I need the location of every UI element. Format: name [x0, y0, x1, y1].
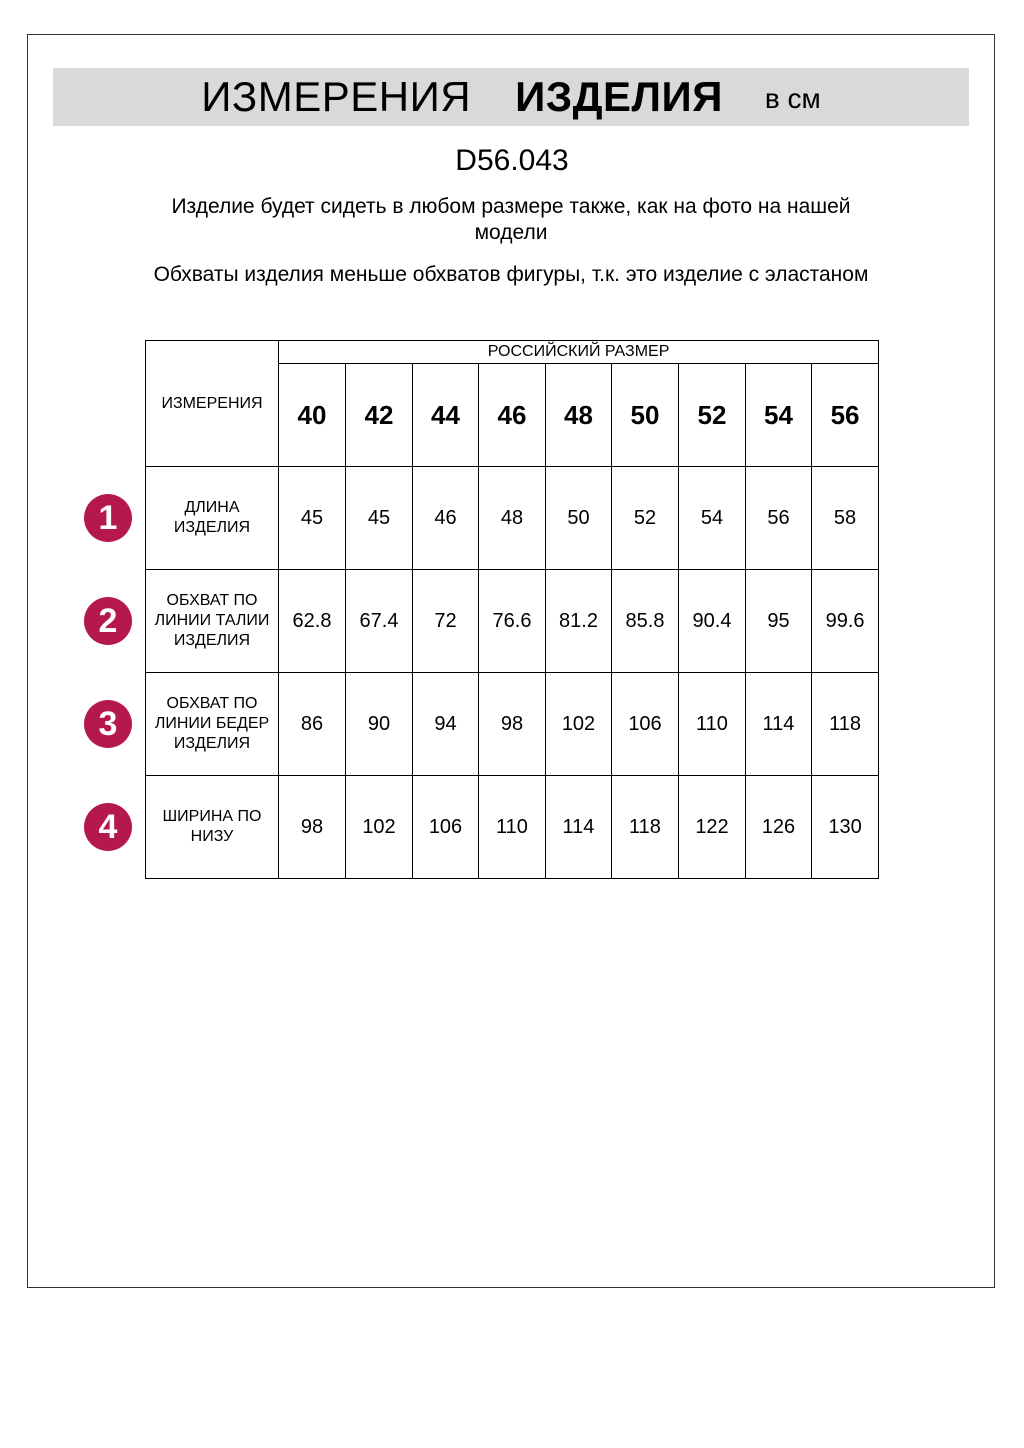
row-number-badge: 1	[84, 494, 132, 542]
table-cell: 106	[612, 673, 679, 776]
table-cell: 48	[479, 467, 546, 570]
corner-label: ИЗМЕРЕНИЯ	[146, 341, 279, 467]
elastane-note: Обхваты изделия меньше обхватов фигуры, т.к. это изделие с эластаном	[153, 263, 869, 286]
table-cell: 94	[413, 673, 479, 776]
row-label-line: ИЗДЕЛИЯ	[173, 519, 251, 536]
row-number-badge: 3	[84, 700, 132, 748]
row-number-badge: 4	[84, 803, 132, 851]
table-row	[146, 570, 879, 673]
row-label-line: ЛИНИИ ТАЛИИ	[154, 612, 270, 629]
title-item: ИЗДЕЛИЯ	[515, 73, 723, 120]
size-header: 40	[279, 364, 346, 467]
size-header: 54	[746, 364, 812, 467]
row-label-line: НИЗУ	[190, 828, 234, 845]
table-row	[146, 776, 879, 879]
table-cell: 106	[413, 776, 479, 879]
table-cell: 98	[479, 673, 546, 776]
fit-note: Изделие будет сидеть в любом размере также, как на фото на нашей модели	[171, 195, 851, 244]
title-measurements: ИЗМЕРЕНИЯ	[201, 73, 472, 120]
size-header: 42	[346, 364, 413, 467]
table-body	[146, 467, 879, 879]
row-label	[146, 673, 279, 776]
row-label	[146, 570, 279, 673]
table-cell: 114	[546, 776, 612, 879]
size-header: 46	[479, 364, 546, 467]
table-cell: 86	[279, 673, 346, 776]
table-cell: 95	[746, 570, 812, 673]
row-label-line: ЛИНИИ БЕДЕР	[154, 715, 270, 732]
row-number-badge: 2	[84, 597, 132, 645]
table-cell: 114	[746, 673, 812, 776]
table-cell: 110	[479, 776, 546, 879]
table-cell: 67.4	[346, 570, 413, 673]
table-row	[146, 673, 879, 776]
table-cell: 102	[346, 776, 413, 879]
table-cell: 62.8	[279, 570, 346, 673]
header-row-group	[146, 341, 879, 364]
title-bar	[53, 68, 969, 126]
table-cell: 118	[812, 673, 879, 776]
table-cell: 98	[279, 776, 346, 879]
row-label-line: ДЛИНА	[184, 499, 240, 516]
size-header: 44	[413, 364, 479, 467]
table-cell: 90	[346, 673, 413, 776]
table-cell: 118	[612, 776, 679, 879]
table-cell: 52	[612, 467, 679, 570]
table-cell: 54	[679, 467, 746, 570]
row-label	[146, 467, 279, 570]
table-cell: 76.6	[479, 570, 546, 673]
title-units: в см	[764, 83, 821, 114]
article-code: D56.043	[455, 144, 569, 177]
table-cell: 130	[812, 776, 879, 879]
row-label-line: ШИРИНА ПО	[162, 808, 262, 825]
size-header: 50	[612, 364, 679, 467]
table-cell: 99.6	[812, 570, 879, 673]
row-label-line: ОБХВАТ ПО	[166, 592, 258, 609]
size-table	[145, 340, 879, 879]
row-label-line: ОБХВАТ ПО	[166, 695, 258, 712]
row-label-line: ИЗДЕЛИЯ	[173, 632, 251, 649]
table-cell: 56	[746, 467, 812, 570]
table-cell: 110	[679, 673, 746, 776]
table-cell: 72	[413, 570, 479, 673]
size-header: 52	[679, 364, 746, 467]
row-label-line: ИЗДЕЛИЯ	[173, 735, 251, 752]
table-cell: 46	[413, 467, 479, 570]
size-header: 48	[546, 364, 612, 467]
table-cell: 50	[546, 467, 612, 570]
row-label	[146, 776, 279, 879]
table-cell: 45	[346, 467, 413, 570]
size-group-label: РОССИЙСКИЙ РАЗМЕР	[279, 341, 879, 364]
table-cell: 81.2	[546, 570, 612, 673]
table-cell: 85.8	[612, 570, 679, 673]
table-cell: 126	[746, 776, 812, 879]
table-cell: 122	[679, 776, 746, 879]
table-cell: 45	[279, 467, 346, 570]
table-cell: 102	[546, 673, 612, 776]
table-row	[146, 467, 879, 570]
size-header: 56	[812, 364, 879, 467]
table-cell: 58	[812, 467, 879, 570]
table-cell: 90.4	[679, 570, 746, 673]
